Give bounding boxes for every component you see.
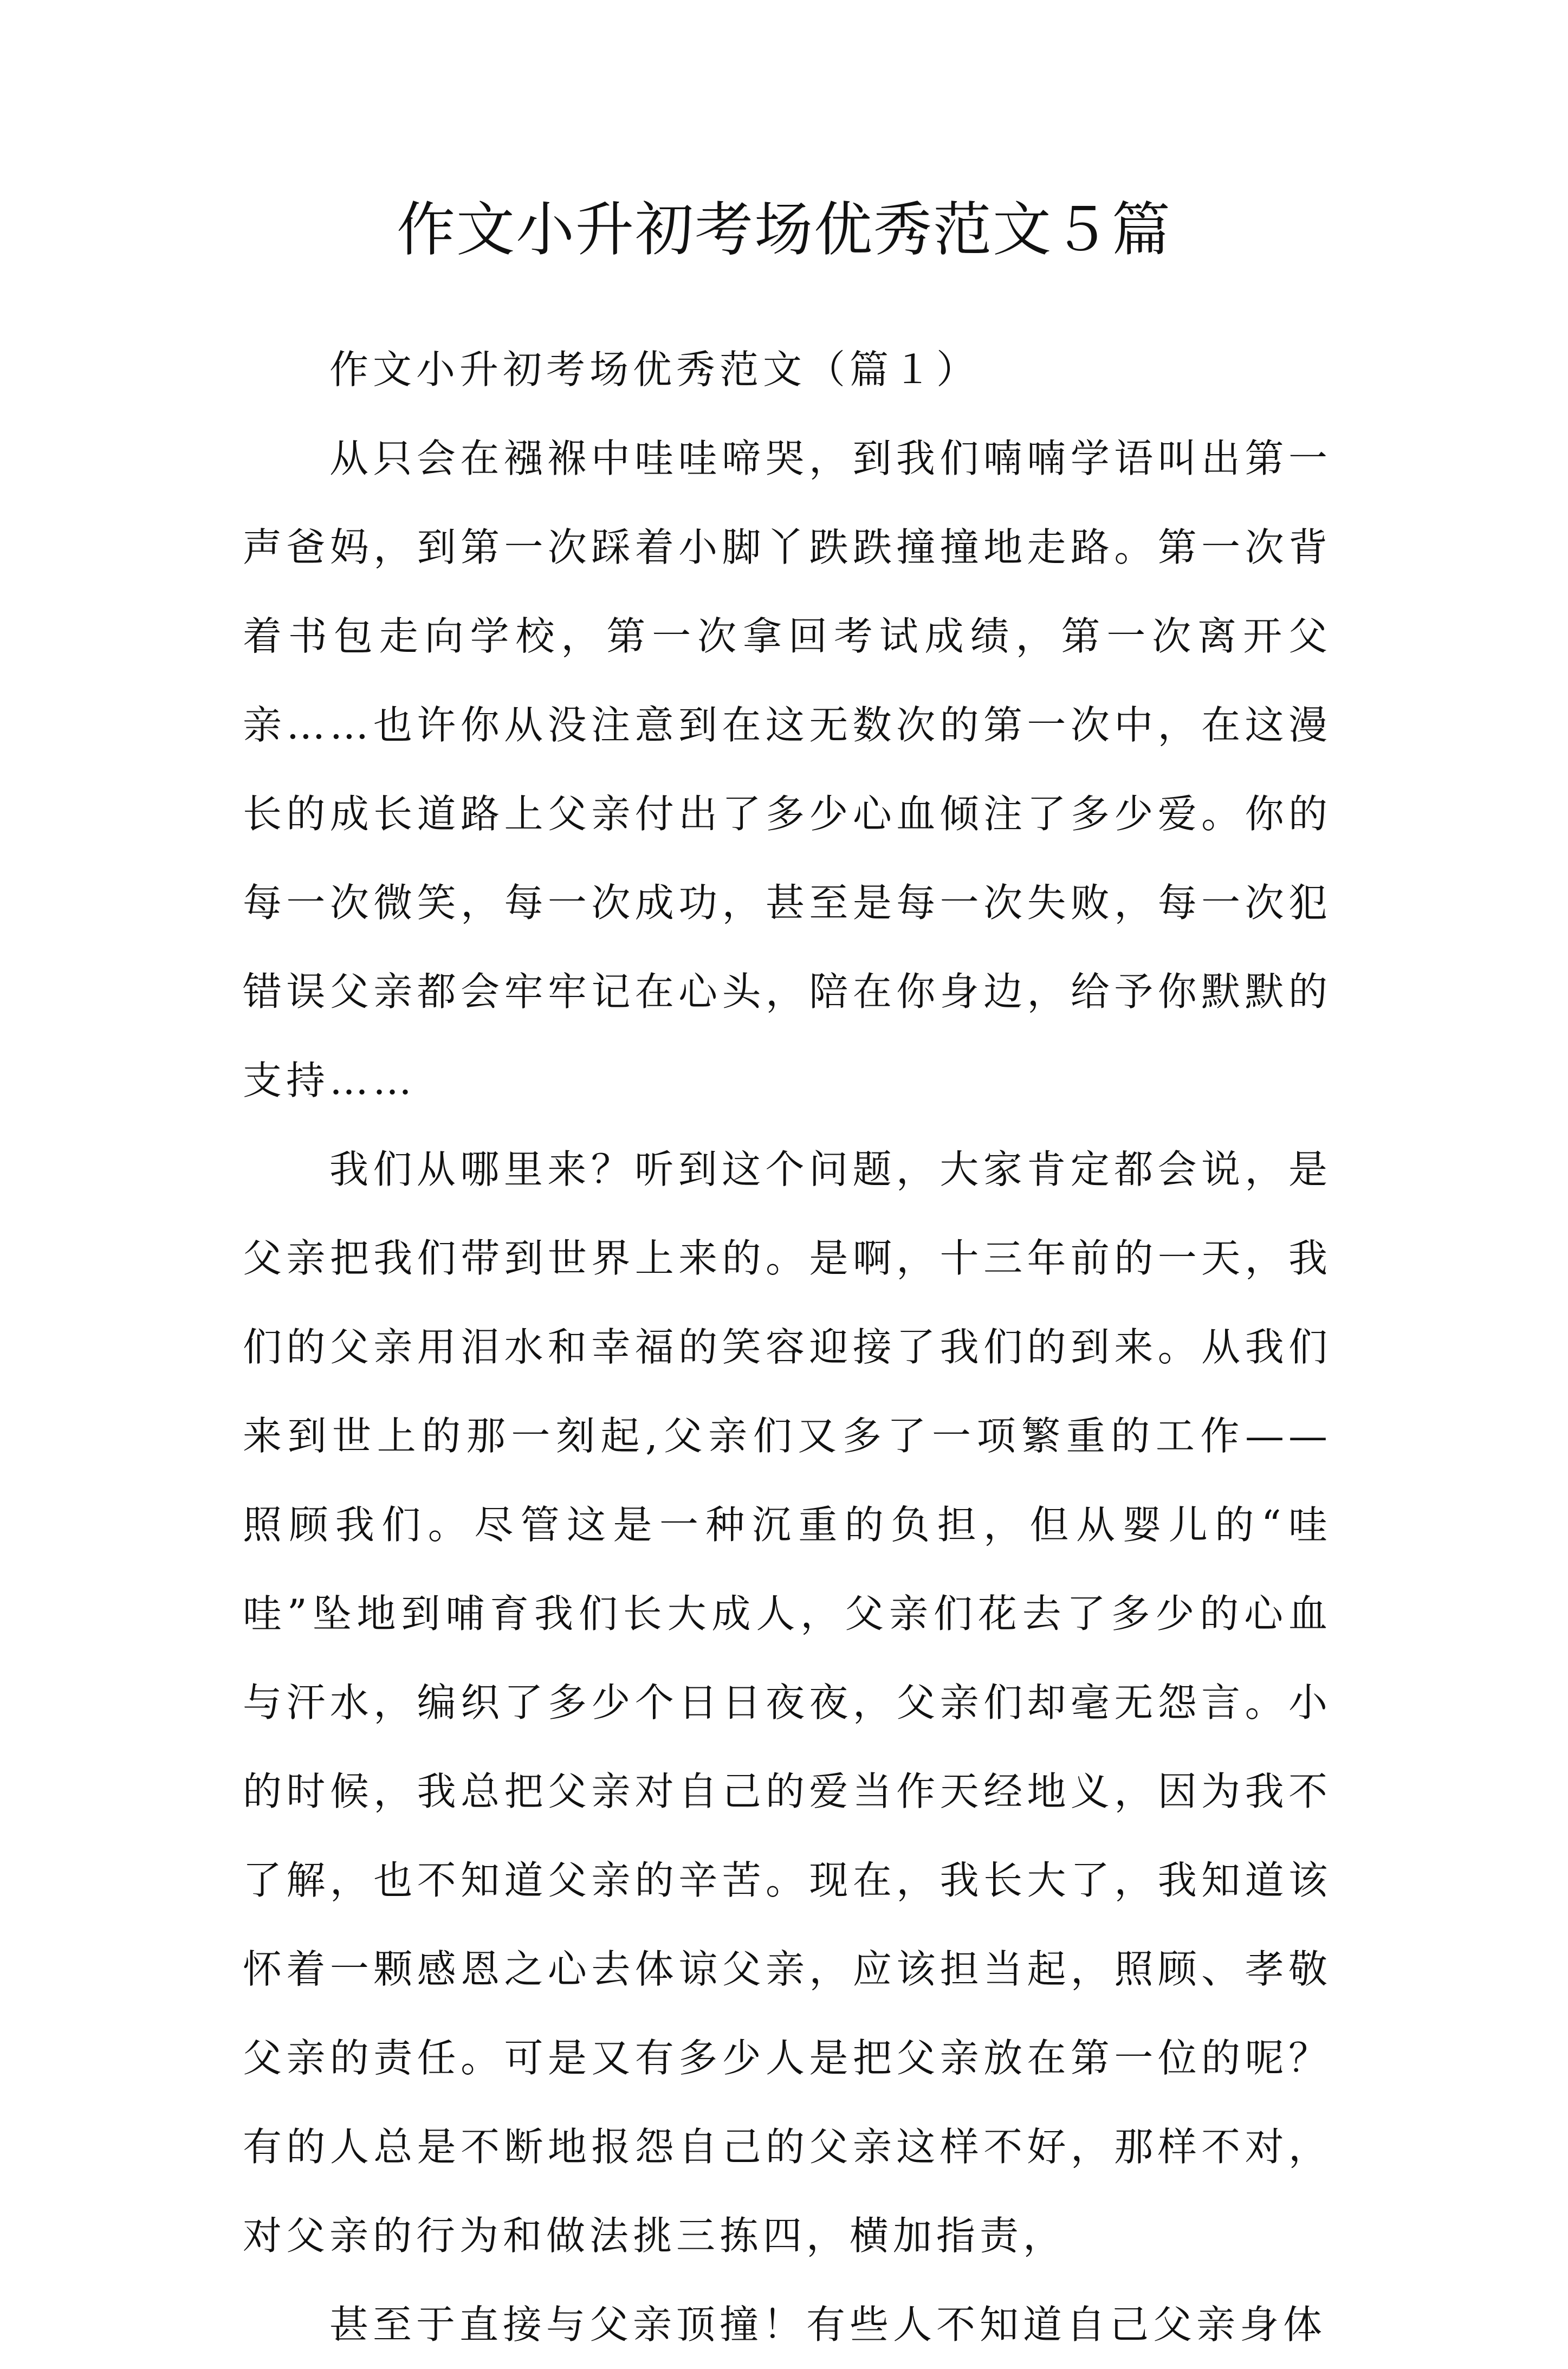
paragraph: 我们从哪里来？听到这个问题，大家肯定都会说，是父亲把我们带到世界上来的。是啊，十三年前的一天，我们的父亲用泪水和幸福的笑容迎接了我们的到来。从我们来到世上的那一刻起,父亲们又多了一项繁重的工作——照顾我们。尽管这是一种沉重的负担，但从婴儿的“哇哇”坠地到哺育我们长大成人，父亲们花去了多少的心血与汗水，编织了多少个日日夜夜，父亲们却毫无怨言。小的时候，我总把父亲对自己的爱当作天经地义，因为我不了解，也不知道父亲的辛苦。现在，我长大了，我知道该怀着一颗感恩之心去体谅父亲，应该担当起，照顾、孝敬父亲的责任。可是又有多少人是把父亲放在第一位的呢？有的人总是不断地报怨自己的父亲这样不好，那样不对，对父亲的行为和做法挑三拣四，横加指责， <box>243 1147 1332 2258</box>
document-body <box>243 325 1332 2369</box>
document-title: 作文小升初考场优秀范文５篇 <box>396 196 1171 264</box>
section-heading: 作文小升初考场优秀范文（篇１） <box>329 347 980 392</box>
paragraph: 甚至于直接与父亲顶撞！有些人不知道自己父亲身体 <box>329 2302 1327 2347</box>
paragraph: 从只会在襁褓中哇哇啼哭，到我们喃喃学语叫出第一声爸妈，到第一次踩着小脚丫跌跌撞撞地走路。第一次背着书包走向学校，第一次拿回考试成绩，第一次离开父亲……也许你从没注意到在这无数次的第一次中，在这漫长的成长道路上父亲付出了多少心血倾注了多少爱。你的每一次微笑，每一次成功，甚至是每一次失败，每一次犯错误父亲都会牢牢记在心头，陪在你身边，给予你默默的支持…… <box>243 436 1332 1103</box>
